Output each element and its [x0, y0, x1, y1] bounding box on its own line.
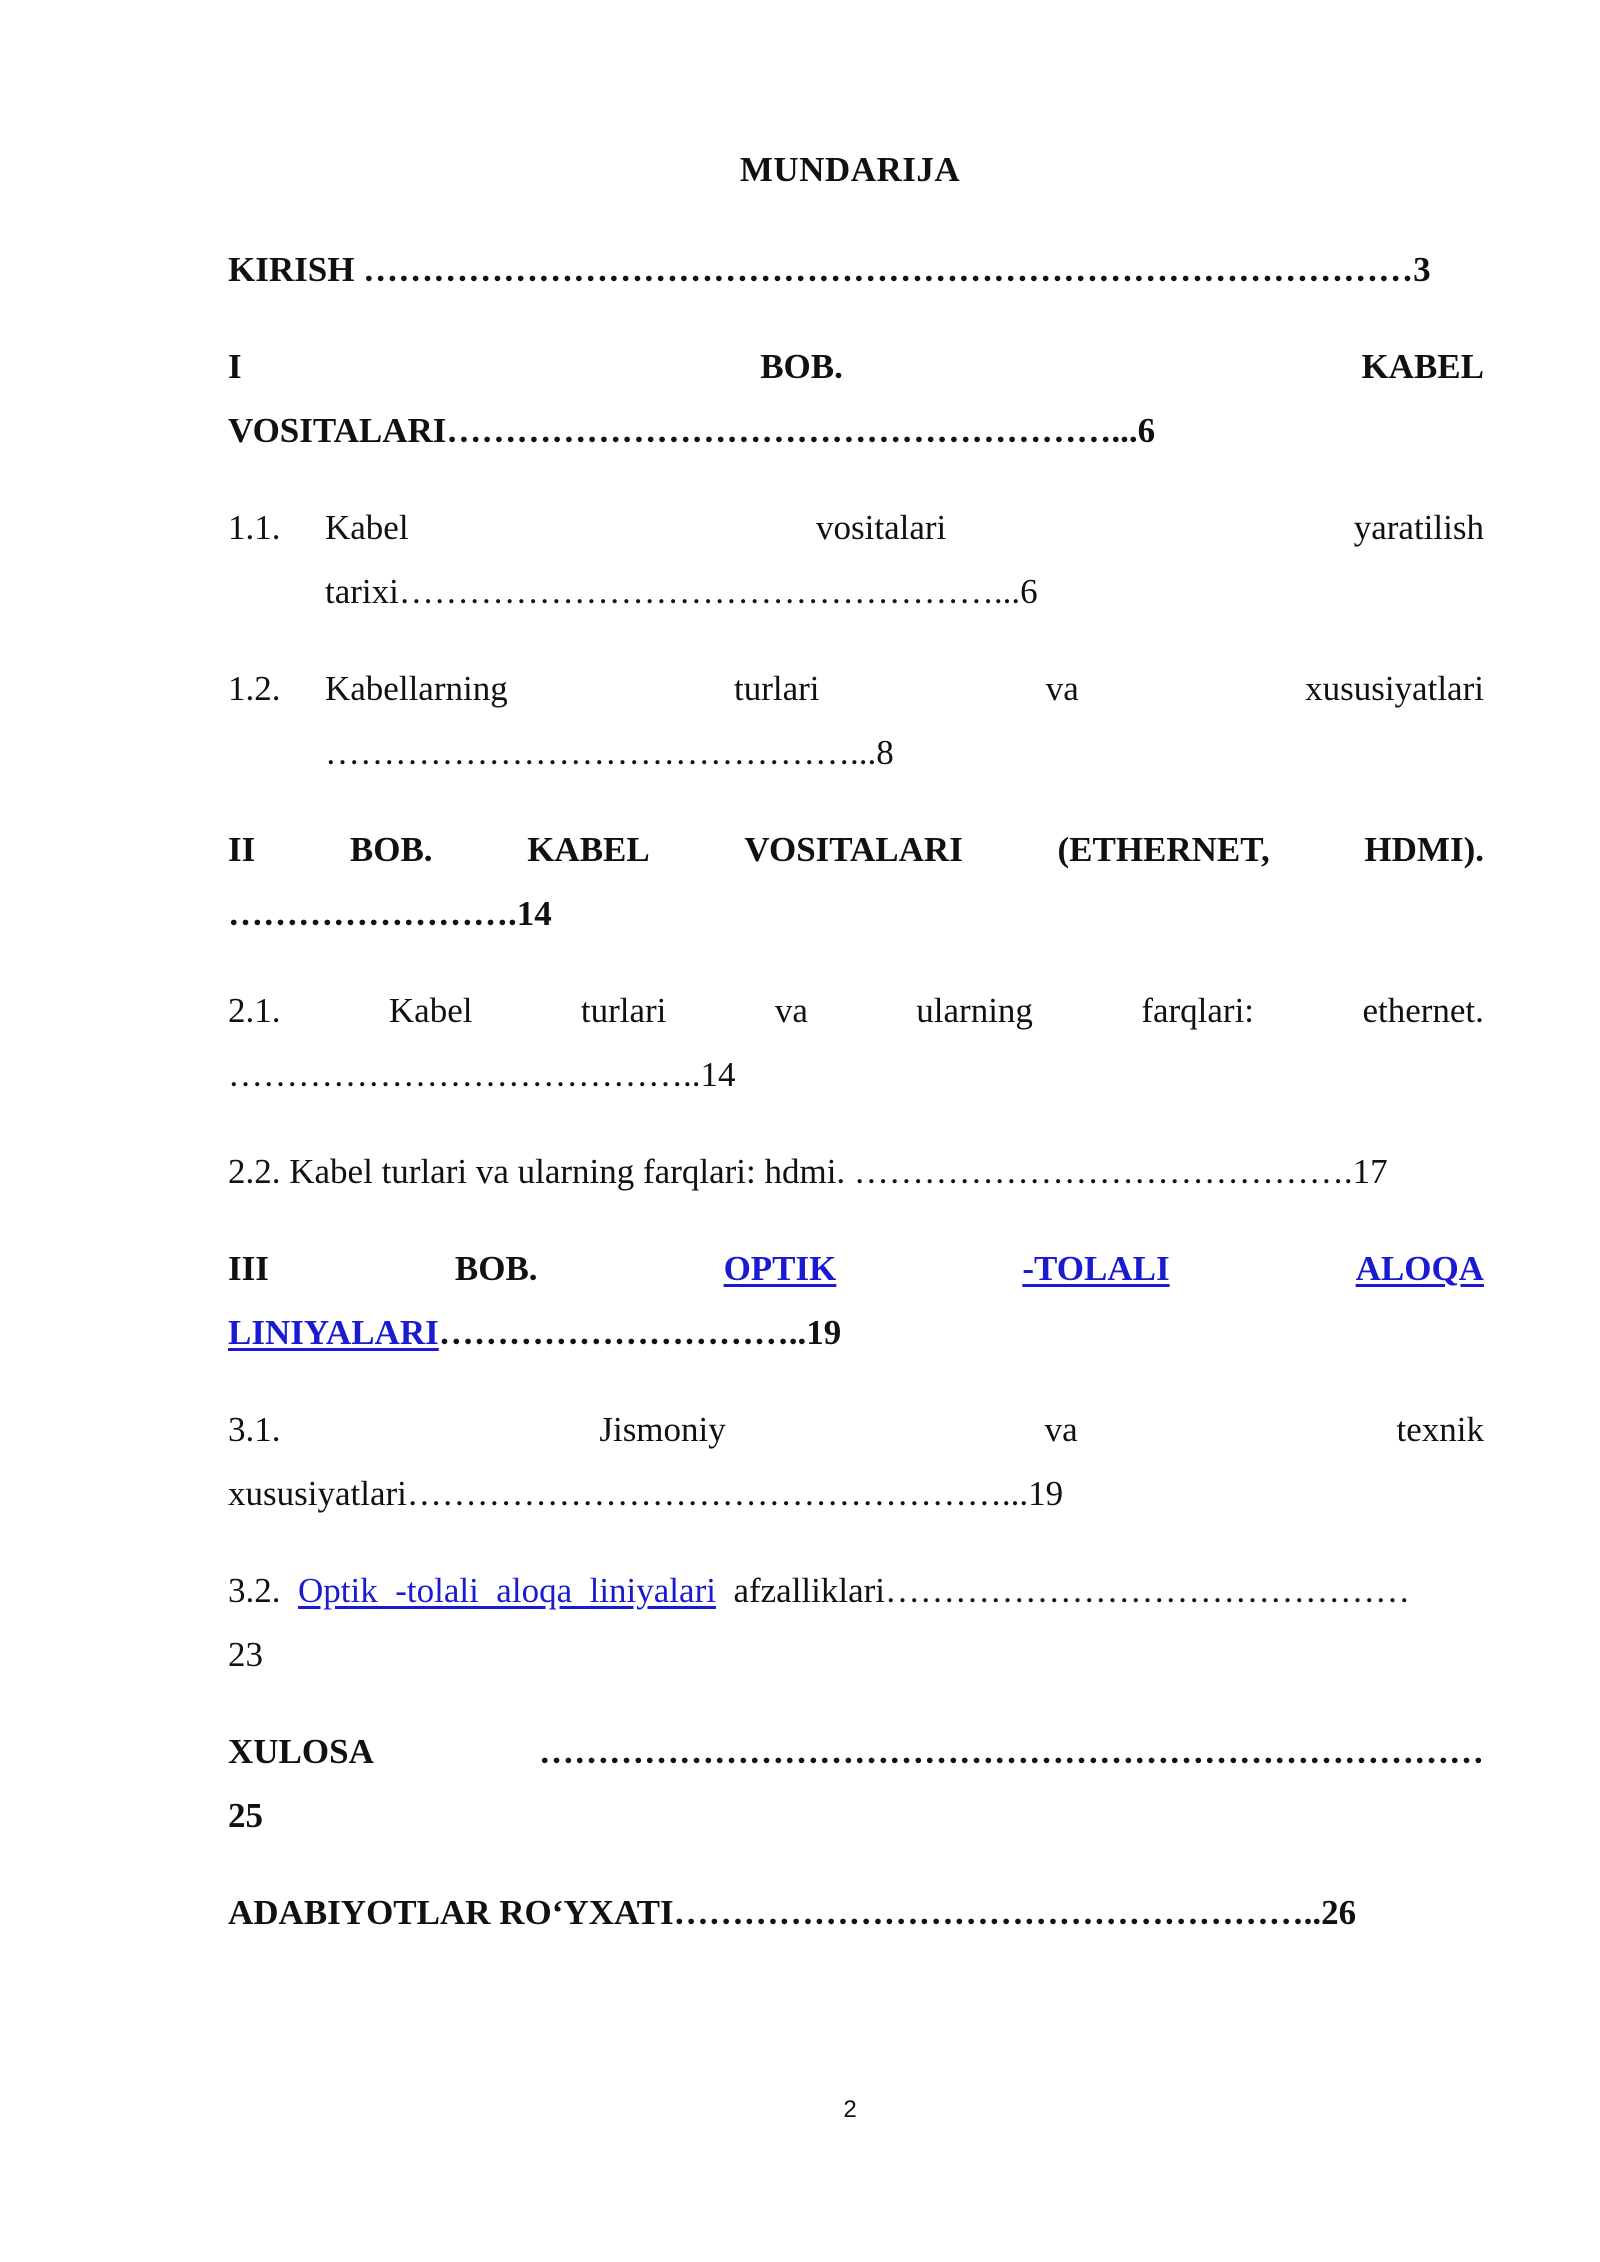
- toc-word: BOB.: [349, 830, 433, 869]
- toc-word: HDMI).: [1364, 830, 1484, 869]
- toc-dots: ………………………………………………………………………: [539, 1732, 1484, 1771]
- toc-word: III: [228, 1249, 269, 1288]
- toc-word: ularning: [916, 991, 1033, 1030]
- toc-word: yaratilish: [1353, 508, 1484, 547]
- hyperlink-aloqa[interactable]: ALOQA: [1355, 1249, 1484, 1288]
- toc-entry-1-1-title[interactable]: [325, 508, 1484, 548]
- toc-word: texnik: [1396, 1410, 1484, 1449]
- toc-text: afzalliklari………………………………………: [733, 1571, 1411, 1610]
- toc-entry-adabiyotlar[interactable]: ADABIYOTLAR RO‘YXATI………………………………………………..26: [228, 1893, 1357, 1932]
- toc-word: Kabel: [325, 508, 409, 547]
- toc-entry-bob3-cont[interactable]: [228, 1313, 1484, 1353]
- section-number: 1.1.: [228, 508, 281, 547]
- page-number: 2: [843, 2096, 857, 2123]
- toc-word: KABEL: [1361, 347, 1484, 386]
- toc-word: va: [1045, 669, 1079, 708]
- toc-word: turlari: [580, 991, 667, 1030]
- toc-entry-bob1[interactable]: [228, 347, 1484, 387]
- toc-word: XULOSA: [228, 1732, 374, 1771]
- toc-entry-xulosa-cont[interactable]: 25: [228, 1796, 263, 1835]
- toc-word: VOSITALARI: [744, 830, 963, 869]
- toc-word: II: [228, 830, 256, 869]
- toc-word: turlari: [733, 669, 820, 708]
- toc-word: vositalari: [816, 508, 947, 547]
- toc-word: Kabellarning: [325, 669, 508, 708]
- toc-entry-1-2-cont[interactable]: ………………………………………...8: [325, 733, 894, 772]
- toc-entry-2-1-cont[interactable]: …………………………………..14: [228, 1055, 736, 1094]
- toc-word: (ETHERNET,: [1057, 830, 1270, 869]
- toc-word: BOB.: [454, 1249, 538, 1288]
- toc-entry-3-1-cont[interactable]: xususiyatlari……………………………………………...19: [228, 1474, 1064, 1513]
- section-number: 3.1.: [228, 1410, 281, 1449]
- toc-entry-3-2[interactable]: [228, 1571, 1484, 1611]
- toc-word: I: [228, 347, 242, 386]
- toc-entry-bob3[interactable]: [228, 1249, 1484, 1289]
- section-number: 2.1.: [228, 991, 281, 1030]
- toc-dots: …………………………..19: [438, 1313, 842, 1352]
- hyperlink-liniyalari[interactable]: LINIYALARI: [228, 1313, 439, 1352]
- toc-word: KABEL: [527, 830, 650, 869]
- toc-word: ethernet.: [1362, 991, 1484, 1030]
- toc-word: Kabel: [388, 991, 473, 1030]
- toc-entry-kirish[interactable]: KIRISH ………………………………………………………………………………3: [228, 250, 1431, 289]
- toc-entry-2-1[interactable]: [228, 991, 1484, 1031]
- hyperlink-optik-tolali[interactable]: Optik -tolali aloqa liniyalari: [298, 1571, 716, 1610]
- toc-entry-xulosa[interactable]: [228, 1732, 1484, 1772]
- hyperlink-optik[interactable]: OPTIK: [723, 1249, 837, 1288]
- toc-word: va: [1044, 1410, 1078, 1449]
- toc-word: va: [774, 991, 808, 1030]
- toc-entry-1-2-title[interactable]: [325, 669, 1484, 709]
- toc-word: BOB.: [760, 347, 843, 386]
- toc-entry-bob1-cont[interactable]: VOSITALARI…………………………………………………...6: [228, 411, 1156, 450]
- toc-entry-2-2[interactable]: 2.2. Kabel turlari va ularning farqlari: hdmi. …………………………………….17: [228, 1152, 1388, 1191]
- section-number: 1.2.: [228, 669, 281, 708]
- toc-word: xususiyatlari: [1305, 669, 1484, 708]
- hyperlink-tolali[interactable]: -TOLALI: [1022, 1249, 1170, 1288]
- toc-entry-3-2-cont[interactable]: 23: [228, 1635, 263, 1674]
- toc-entry-bob2-cont[interactable]: …………………….14: [228, 894, 552, 933]
- toc-entry-bob2[interactable]: [228, 830, 1484, 870]
- toc-entry-1-1-cont[interactable]: tarixi……………………………………………...6: [325, 572, 1038, 611]
- toc-entry-3-1[interactable]: [228, 1410, 1484, 1450]
- section-number: 3.2.: [228, 1571, 281, 1610]
- toc-word: farqlari:: [1141, 991, 1255, 1030]
- toc-word: Jismoniy: [599, 1410, 726, 1449]
- page-title: MUNDARIJA: [739, 150, 961, 189]
